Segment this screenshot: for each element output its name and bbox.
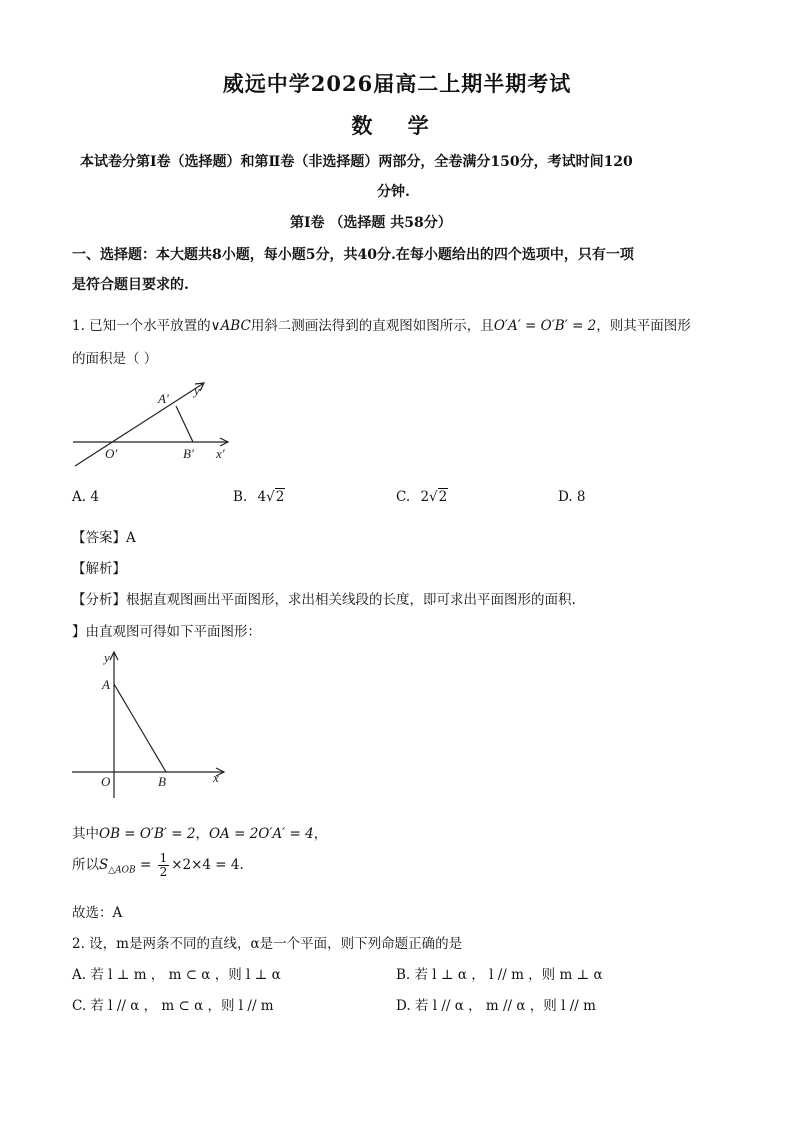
question-1-answer: 【答案】A bbox=[72, 530, 136, 546]
question-1-area-line bbox=[72, 852, 244, 879]
label-x-prime: x′ bbox=[216, 446, 225, 461]
exam-title: 威远中学2026届高二上期半期考试 bbox=[222, 71, 572, 96]
question-1-detail: 】由直观图可得如下平面图形： bbox=[72, 624, 261, 640]
label-o-prime: O′ bbox=[105, 446, 118, 461]
so-lhs: S bbox=[99, 857, 109, 873]
where-end: ， bbox=[313, 826, 328, 842]
question-1-analysis: 【分析】根据直观图画出平面图形，求出相关线段的长度，即可求出平面图形的面积. bbox=[72, 592, 576, 608]
where-eq-1: OB = O′B′ = 2 bbox=[99, 826, 196, 842]
fraction-numerator: 1 bbox=[159, 851, 168, 865]
where-prefix: 其中 bbox=[72, 826, 99, 842]
question-1-stem-line-2: 的面积是（ ） bbox=[72, 351, 158, 367]
question-2-option-a: A. 若 l ⊥ m ， m ⊂ α ，则 l ⊥ α bbox=[72, 967, 281, 983]
where-eq-2: OA = 2O′A′ = 4 bbox=[208, 826, 314, 842]
question-1-stem-b: 用斜二测画法得到的直观图如图所示，且 bbox=[250, 318, 494, 334]
question-2-option-d: D. 若 l // α ， m // α ，则 l // m bbox=[396, 998, 596, 1014]
question-1-option-b: B. 4√2 bbox=[233, 489, 285, 505]
exam-intro-line-1: 本试卷分第Ⅰ卷（选择题）和第Ⅱ卷（非选择题）两部分，全卷满分150分，考试时间120 bbox=[80, 154, 633, 170]
section-one-instructions-line-2: 是符合题目要求的. bbox=[72, 277, 189, 293]
option-c-label: C. bbox=[396, 489, 411, 505]
question-1-stem-a: 1. 已知一个水平放置的 bbox=[72, 318, 211, 334]
option-c-radicand: 2 bbox=[438, 489, 448, 505]
question-1-condition: O′A′ = O′B′ = 2 bbox=[493, 318, 597, 334]
one-half-fraction bbox=[158, 852, 170, 879]
so-rest: ×2×4 = 4. bbox=[171, 857, 244, 873]
question-2-stem: 2. 设，m是两条不同的直线，α是一个平面，则下列命题正确的是 bbox=[72, 936, 463, 952]
where-sep: ， bbox=[195, 826, 209, 842]
option-b-radicand: 2 bbox=[275, 489, 285, 505]
exam-subject: 数 学 bbox=[351, 113, 443, 138]
part-one-heading: 第Ⅰ卷 （选择题 共58分） bbox=[290, 215, 452, 231]
label-b-prime: B′ bbox=[183, 446, 194, 461]
question-2-option-c: C. 若 l // α ， m ⊂ α ，则 l // m bbox=[72, 998, 274, 1014]
segment-ab bbox=[114, 684, 166, 772]
question-1-where-line bbox=[72, 822, 327, 842]
question-1-analysis-header: 【解析】 bbox=[72, 561, 126, 577]
so-eq: = bbox=[135, 857, 156, 873]
question-1-stem bbox=[72, 314, 691, 334]
option-b-coef: 4 bbox=[257, 489, 267, 505]
label-a-prime: A′ bbox=[158, 391, 169, 406]
segment-a-prime-b-prime bbox=[176, 406, 193, 442]
section-one-instructions-line-1: 一、选择题：本大题共8小题，每小题5分，共40分.在每小题给出的四个选项中，只有一项 bbox=[72, 247, 634, 263]
so-prefix: 所以 bbox=[72, 857, 99, 873]
label-y: y bbox=[104, 650, 110, 665]
label-o: O bbox=[101, 774, 111, 789]
question-1-oblique-figure bbox=[70, 378, 240, 470]
label-b: B bbox=[158, 774, 166, 789]
label-y-prime: y′ bbox=[194, 383, 203, 398]
so-subscript: △AOB bbox=[108, 865, 136, 876]
question-1-conclusion: 故选：A bbox=[72, 905, 123, 921]
option-c-coef: 2 bbox=[420, 489, 430, 505]
question-1-option-c: C. 2√2 bbox=[396, 489, 448, 505]
question-1-option-d: D. 8 bbox=[558, 489, 586, 505]
label-a: A bbox=[102, 677, 110, 692]
exam-intro-line-2: 分钟. bbox=[377, 184, 410, 200]
option-b-label: B. bbox=[233, 489, 248, 505]
question-2-option-b: B. 若 l ⊥ α ， l // m ，则 m ⊥ α bbox=[396, 967, 603, 983]
fraction-denominator: 2 bbox=[159, 865, 168, 879]
label-x: x bbox=[213, 770, 219, 785]
question-1-stem-c: ，则其平面图形 bbox=[596, 318, 691, 334]
question-1-triangle: ∨ABC bbox=[210, 318, 251, 334]
question-1-option-a: A. 4 bbox=[72, 489, 99, 505]
question-1-plane-figure bbox=[70, 648, 230, 800]
